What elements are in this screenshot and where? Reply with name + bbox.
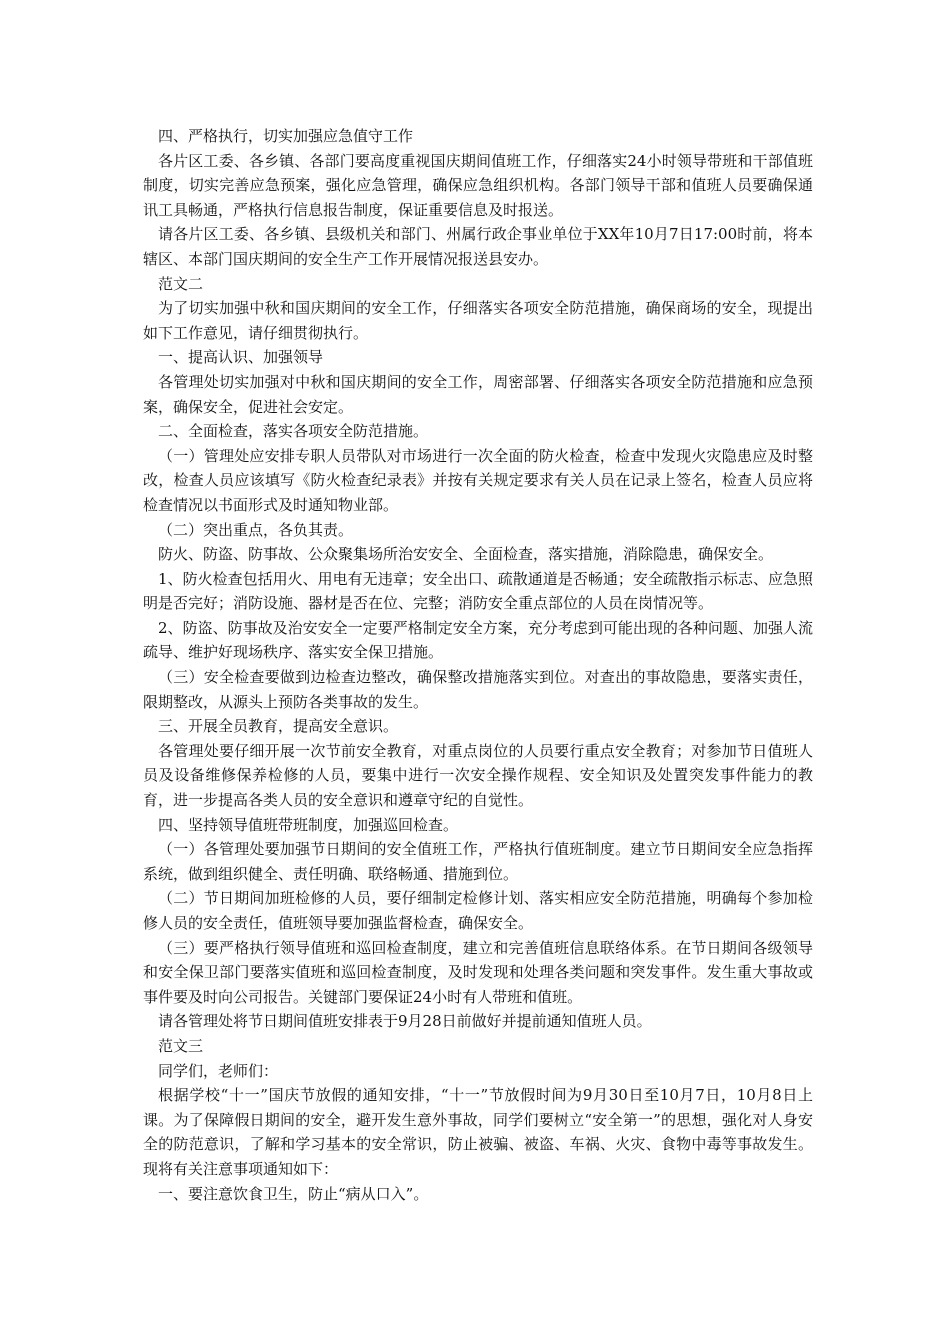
salutation: 同学们，老师们： [158, 1061, 279, 1080]
subheading-key-points: （二）突出重点，各负其责。 [158, 520, 354, 539]
paragraph: （一）管理处应安排专职人员带队对市场进行一次全面的防火检查，检查中发现火灾隐患应及时整改，检查人员应该填写《防火检查纪录表》并按有关规定要求有关人员在记录上签名，检查人员应将检查情况以书面形式及时通知物业部。 [143, 446, 813, 514]
paragraph: 请各片区工委、各乡镇、县级机关和部门、州属行政企事业单位于XX年10月7日17:00时前，将本辖区、本部门国庆期间的安全生产工作开展情况报送县安办。 [143, 225, 813, 268]
paragraph: 为了切实加强中秋和国庆期间的安全工作，仔细落实各项安全防范措施，确保商场的安全，现提出如下工作意见，请仔细贯彻执行。 [143, 299, 813, 342]
heading-duty-system: 四、坚持领导值班带班制度，加强巡回检查。 [158, 815, 459, 834]
paragraph: （二）节日期间加班检修的人员，要仔细制定检修计划、落实相应安全防范措施，明确每个参加检修人员的安全责任，值班领导要加强监督检查，确保安全。 [143, 889, 813, 932]
heading-strict-execution: 四、严格执行，切实加强应急值守工作 [158, 127, 414, 145]
heading-full-inspection: 二、全面检查，落实各项安全防范措施。 [158, 422, 429, 441]
heading-food-hygiene: 一、要注意饮食卫生，防止“病从口入”。 [158, 1184, 429, 1203]
paragraph: 各片区工委、各乡镇、各部门要高度重视国庆期间值班工作，仔细落实24小时领导带班和干部值班制度，切实完善应急预案，强化应急管理，确保应急组织机构。各部门领导干部和值班人员要确保通讯工具畅通，严格执行信息报告制度，保证重要信息及时报送。 [143, 151, 813, 219]
heading-staff-education: 三、开展全员教育，提高安全意识。 [158, 717, 399, 736]
paragraph: 请各管理处将节日期间值班安排表于9月28日前做好并提前通知值班人员。 [158, 1012, 652, 1031]
paragraph: （三）要严格执行领导值班和巡回检查制度，建立和完善值班信息联络体系。在节日期间各级领导和安全保卫部门要落实值班和巡回检查制度，及时发现和处理各类问题和突发事件。发生重大事故或事件要及时向公司报告。关键部门要保证24小时有人带班和值班。 [143, 938, 813, 1006]
paragraph: 各管理处切实加强对中秋和国庆期间的安全工作，周密部署、仔细落实各项安全防范措施和应急预案，确保安全，促进社会安定。 [143, 372, 813, 416]
paragraph: 根据学校“十一”国庆节放假的通知安排，“十一”节放假时间为9月30日至10月7日，10月8日上课。为了保障假日期间的安全，避开发生意外事故，同学们要树立“安全第一”的思想，强化对人身安全的防范意识，了解和学习基本的安全常识，防止被骗、被盗、车祸、火灾、食物中毒等事故发生。现将有关注意事项通知如下： [143, 1086, 813, 1178]
document-body [143, 124, 813, 1206]
paragraph: 防火、防盗、防事故、公众聚集场所治安安全、全面检查，落实措施，消除隐患，确保安全。 [158, 545, 774, 564]
paragraph: （三）安全检查要做到边检查边整改，确保整改措施落实到位。对查出的事故隐患，要落实责任，限期整改，从源头上预防各类事故的发生。 [143, 668, 813, 711]
list-item: 1、防火检查包括用火、用电有无违章；安全出口、疏散通道是否畅通；安全疏散指示标志、应急照明是否完好；消防设施、器材是否在位、完整；消防安全重点部位的人员在岗情况等。 [143, 569, 813, 613]
paragraph: （一）各管理处要加强节日期间的安全值班工作，严格执行值班制度。建立节日期间安全应急指挥系统，做到组织健全、责任明确、联络畅通、措施到位。 [143, 840, 813, 883]
paragraph: 各管理处要仔细开展一次节前安全教育，对重点岗位的人员要行重点安全教育；对参加节日值班人员及设备维修保养检修的人员，要集中进行一次安全操作规程、安全知识及处置突发事件能力的教育，进一步提高各类人员的安全意识和遵章守纪的自觉性。 [143, 741, 813, 810]
section-title-sample-two: 范文二 [158, 274, 204, 293]
section-title-sample-three: 范文三 [158, 1036, 204, 1055]
list-item: 2、防盗、防事故及治安安全一定要严格制定安全方案，充分考虑到可能出现的各种问题、加强人流疏导、维护好现场秩序、落实安全保卫措施。 [143, 618, 813, 662]
heading-raise-awareness: 一、提高认识、加强领导 [158, 348, 324, 367]
